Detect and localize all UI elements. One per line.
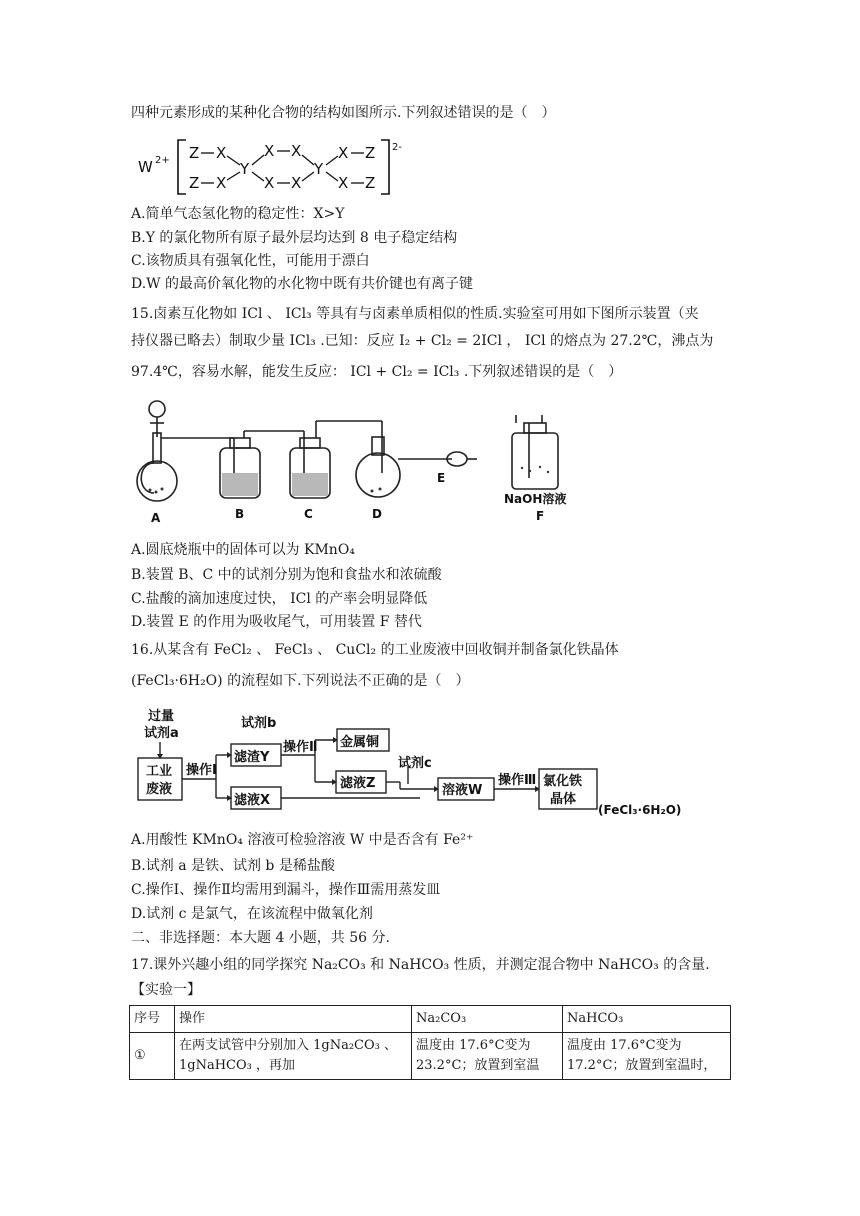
header-index: 序号 [130, 1006, 175, 1033]
q15-line-2: 持仪器已略去）制取少量 ICl₃ .已知：反应 I₂ + Cl₂ = 2ICl ， ICl 的熔点为 27.2℃，沸点为 [131, 333, 714, 349]
header-na2co3: Na₂CO₃ [412, 1006, 563, 1033]
svg-text:Z: Z [365, 174, 376, 192]
label-f: F [536, 509, 545, 523]
svg-text:X: X [264, 142, 275, 160]
q16-option-d: D.试剂 c 是氯气，在该流程中做氧化剂 [131, 906, 373, 922]
residue-y: 滤渣Y [234, 750, 270, 765]
svg-text:X: X [216, 144, 227, 162]
q15-option-a: A.圆底烧瓶中的固体可以为 KMnO₄ [131, 542, 355, 558]
table-row [130, 1033, 731, 1080]
label-a: A [151, 511, 161, 525]
experiment-table [129, 1005, 731, 1080]
waste-line2: 废液 [146, 782, 173, 797]
q16-line-2: (FeCl₃·6H₂O) 的流程如下.下列说法不正确的是（ ） [131, 673, 470, 689]
row-nahco3: 温度由 17.6°C变为 17.2°C；放置到室温时， [563, 1033, 731, 1080]
naoh-label: NaOH溶液 [504, 492, 567, 506]
svg-text:X: X [338, 174, 349, 192]
row-na2co3: 温度由 17.6°C变为 23.2°C；放置到室温 [412, 1033, 563, 1080]
copper: 金属铜 [340, 735, 380, 750]
svg-text:X: X [264, 174, 275, 192]
filtrate-z: 滤液Z [340, 776, 376, 791]
q15-line-1: 15.卤素互化物如 ICl 、 ICl₃ 等具有与卤素单质相似的性质.实验室可用如下图所示装置（夹 [131, 306, 699, 322]
q15-line-3: 97.4℃，容易水解，能发生反应： ICl + Cl₂ = ICl₃ .下列叙述错误的是（ ） [131, 364, 623, 380]
crystal-line2: 晶体 [550, 792, 577, 807]
q17-intro: 17.课外兴趣小组的同学探究 Na₂CO₃ 和 NaHCO₃ 性质，并测定混合物中 NaHCO₃ 的含量. [131, 957, 710, 973]
crystal-line1: 氯化铁 [543, 774, 583, 789]
svg-text:Z: Z [189, 174, 200, 192]
q16-line-1: 16.从某含有 FeCl₂ 、 FeCl₃ 、 CuCl₂ 的工业废液中回收铜并制备氯化铁晶体 [131, 642, 619, 658]
q14-intro: 四种元素形成的某种化合物的结构如图所示.下列叙述错误的是（ ） [131, 105, 556, 121]
cation-charge: 2+ [155, 155, 170, 166]
q15-option-b: B.装置 B、C 中的试剂分别为饱和食盐水和浓硫酸 [131, 567, 442, 583]
q15-option-c: C.盐酸的滴加速度过快， ICl 的产率会明显降低 [131, 591, 428, 607]
anion-charge: 2- [392, 142, 402, 153]
label-b: B [235, 507, 245, 521]
cation-symbol: W [138, 158, 153, 176]
svg-text:Y: Y [314, 160, 324, 178]
reagent-b: 试剂b [241, 716, 277, 731]
q15-apparatus-diagram [132, 393, 612, 528]
svg-text:X: X [216, 174, 227, 192]
q16-option-c: C.操作Ⅰ、操作Ⅱ均需用到漏斗，操作Ⅲ需用蒸发皿 [131, 882, 441, 898]
svg-text:X: X [338, 144, 349, 162]
svg-text:X: X [291, 142, 302, 160]
q16-option-a: A.用酸性 KMnO₄ 溶液可检验溶液 W 中是否含有 Fe²⁺ [131, 832, 474, 848]
op2-label: 操作Ⅱ [283, 740, 318, 755]
svg-text:Y: Y [240, 160, 250, 178]
reagent-a-line1: 过量 [148, 709, 175, 724]
q17-experiment-title: 【实验一】 [131, 982, 201, 998]
q16-flow-diagram [130, 704, 702, 826]
row-operation: 在两支试管中分别加入 1gNa₂CO₃ 、1gNaHCO₃ ，再加 [175, 1033, 412, 1080]
label-d: D [372, 507, 382, 521]
label-c: C [304, 507, 313, 521]
q16-option-b: B.试剂 a 是铁、试剂 b 是稀盐酸 [131, 858, 335, 874]
solution-w: 溶液W [442, 783, 483, 798]
op1-label: 操作Ⅰ [186, 763, 217, 778]
q14-option-c: C.该物质具有强氧化性，可能用于漂白 [131, 253, 370, 269]
table-header-row [130, 1006, 731, 1033]
filtrate-x: 滤液X [234, 793, 271, 808]
q14-option-d: D.W 的最高价氧化物的水化物中既有共价键也有离子键 [131, 276, 474, 292]
label-e: E [437, 471, 446, 485]
row-index: ① [130, 1033, 175, 1080]
q14-option-a: A.简单气态氢化物的稳定性：X>Y [131, 206, 345, 222]
op3-label: 操作Ⅲ [498, 773, 537, 788]
svg-text:X: X [291, 174, 302, 192]
section-two-heading: 二、非选择题：本大题 4 小题，共 56 分. [131, 930, 390, 946]
waste-line1: 工业 [146, 764, 173, 779]
svg-text:Z: Z [365, 144, 376, 162]
svg-text:Z: Z [189, 144, 200, 162]
q14-option-b: B.Y 的氯化物所有原子最外层均达到 8 电子稳定结构 [131, 230, 458, 246]
header-nahco3: NaHCO₃ [563, 1006, 731, 1033]
q15-option-d: D.装置 E 的作用为吸收尾气，可用装置 F 替代 [131, 614, 422, 630]
reagent-c: 试剂c [398, 756, 432, 771]
header-operation: 操作 [175, 1006, 412, 1033]
crystal-formula: (FeCl₃·6H₂O) [598, 803, 682, 817]
q14-structure-diagram [138, 136, 408, 200]
reagent-a-line2: 试剂a [144, 726, 179, 741]
